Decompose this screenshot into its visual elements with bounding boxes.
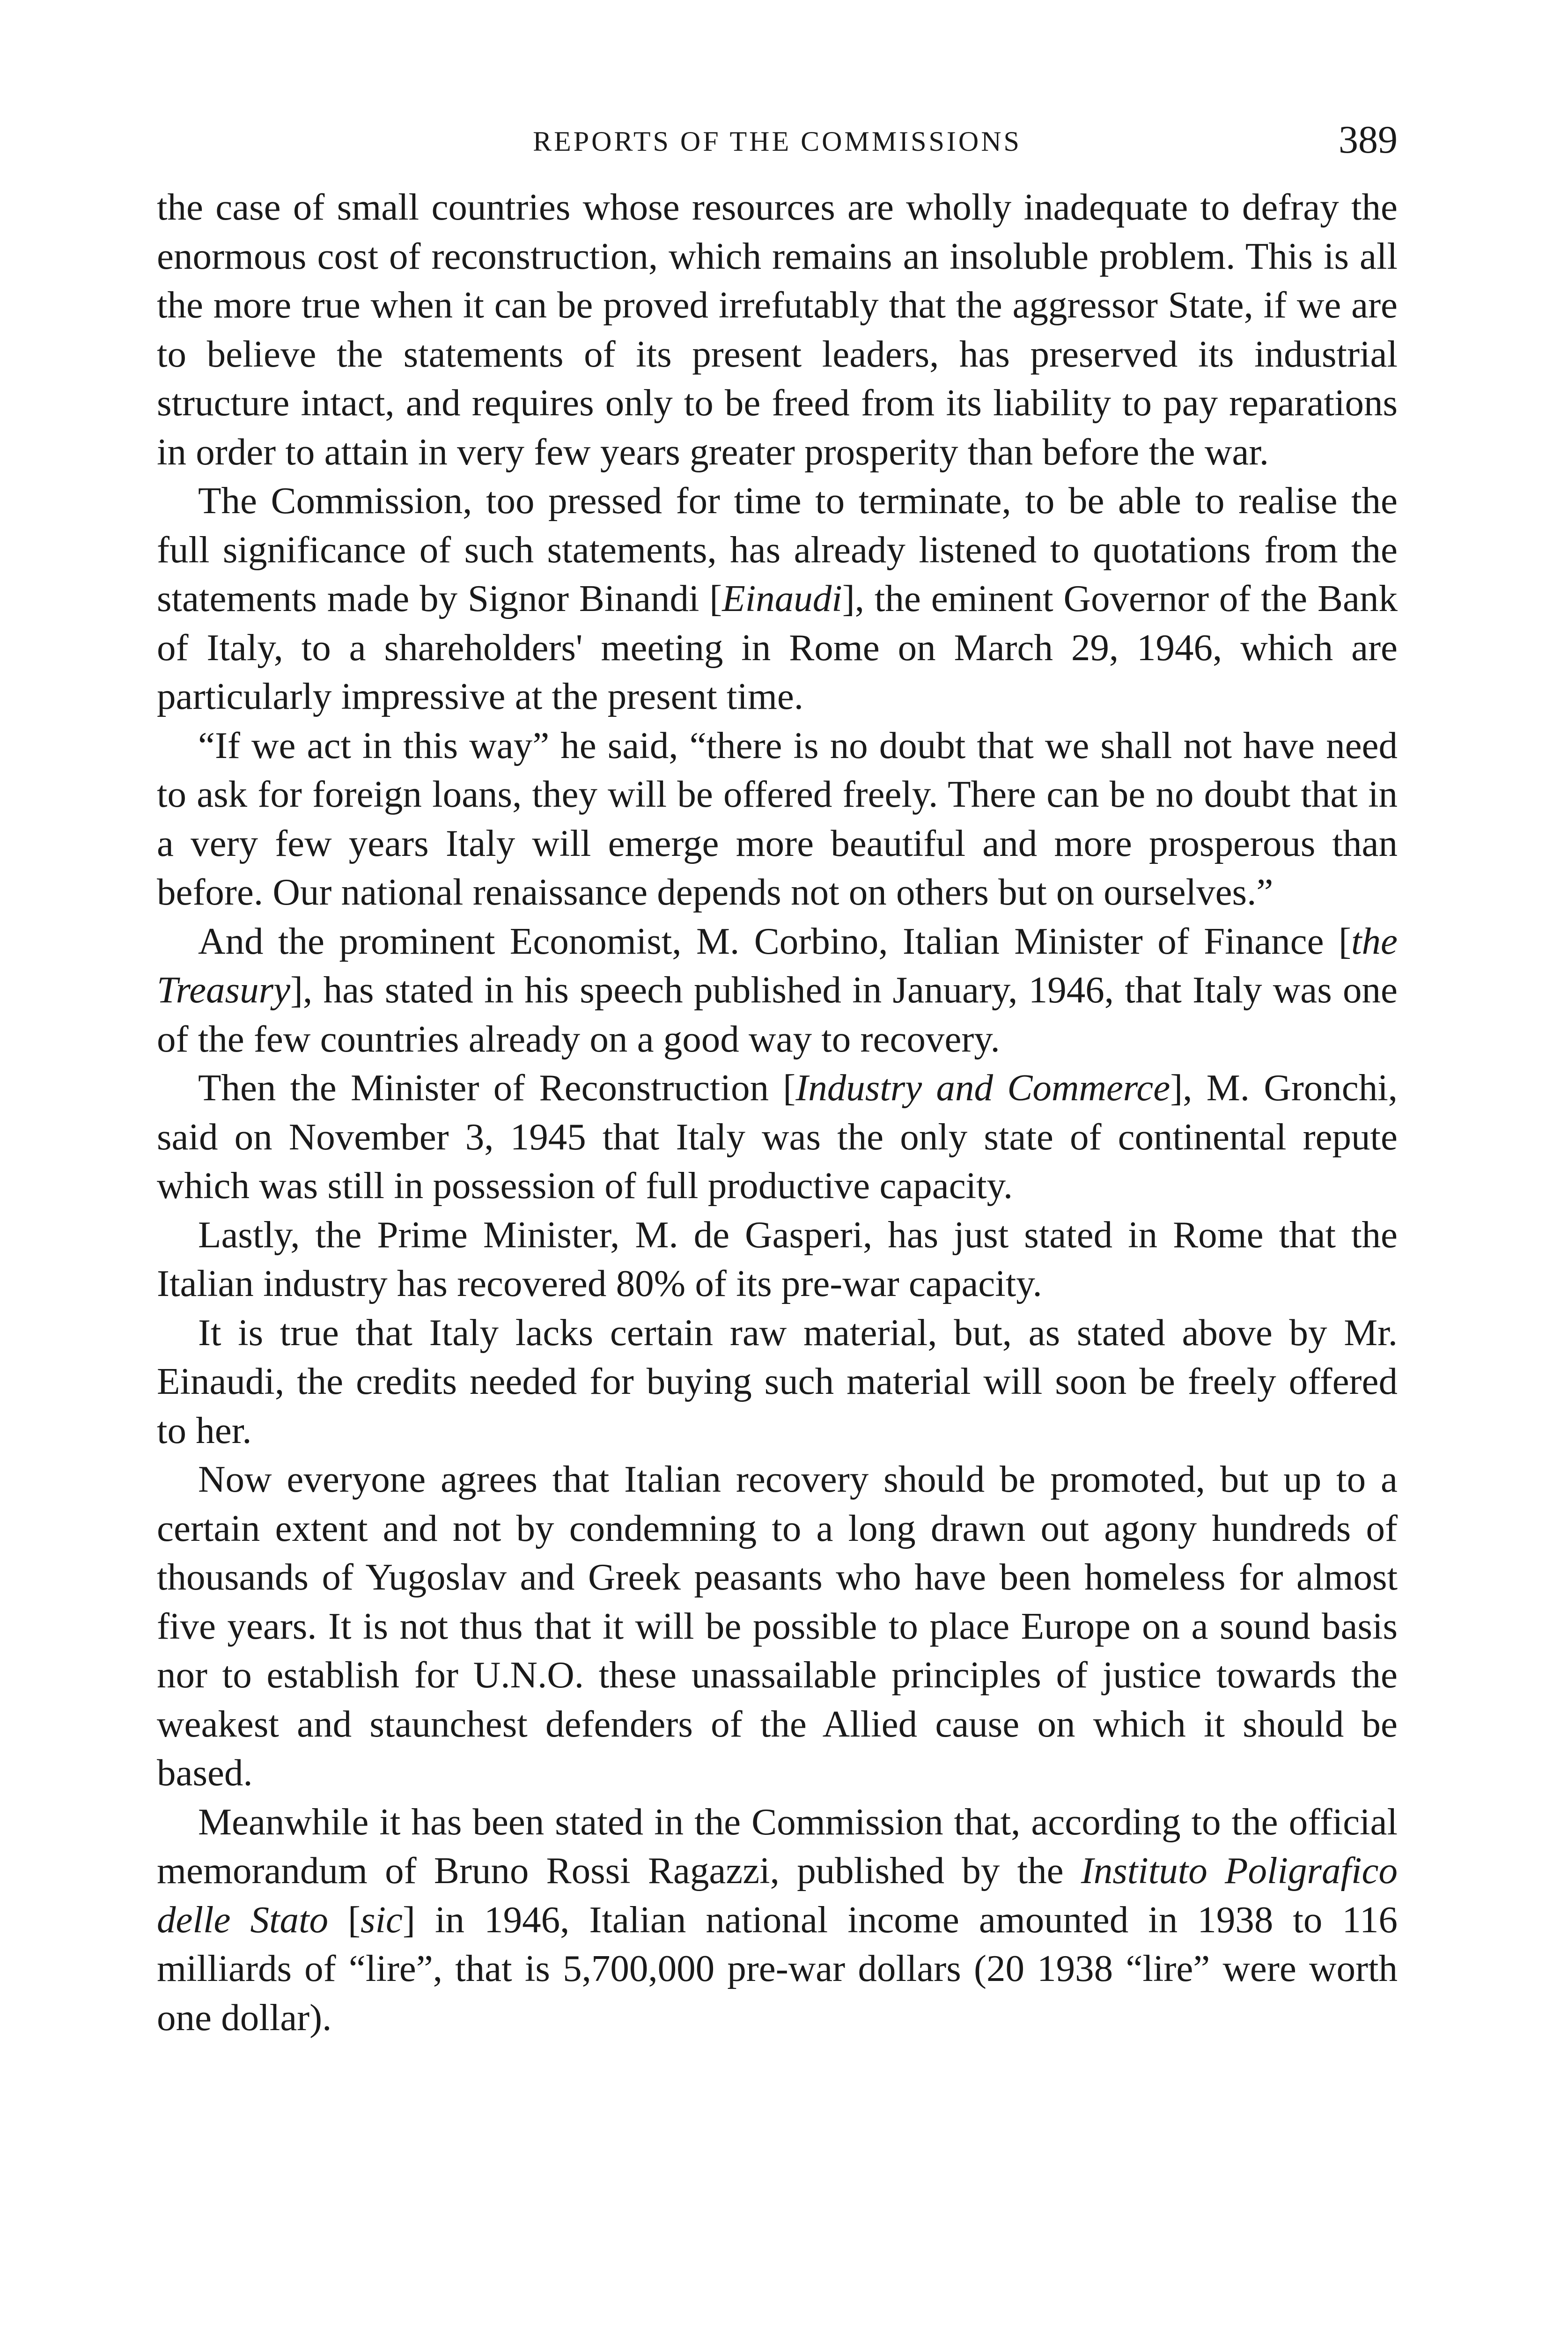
text-run: [	[328, 1898, 361, 1941]
text-run: ], M. Gronchi, said on November 3, 1945 that Italy was the only state of continental repute which was still in possession of full productive capacity.	[157, 1067, 1398, 1207]
body-text	[157, 183, 1398, 2042]
editorial-sic: sic	[361, 1898, 403, 1941]
paragraph-continued: the case of small countries whose resources are wholly inadequate to defray the enormous cost of reconstruction, which remains an insoluble problem. This is all the more true when it can be proved irrefutably that the aggressor State, if we are to believe the statements of its present leaders, has preserved its industrial structure intact, and requires only to be freed from its liability to pay reparations in order to attain in very few years greater prosperity than before the war.	[157, 186, 1398, 473]
text-run: Meanwhile it has been stated in the Commission that, according to the official memorandum of Bruno Rossi Ragazzi, published by the	[157, 1800, 1398, 1892]
text-run: And the prominent Economist, M. Corbino, Italian Minister of Finance [	[198, 920, 1352, 962]
paragraph-national-income	[157, 1797, 1398, 2042]
book-page	[157, 117, 1398, 2042]
text-run: The Commission, too pressed for time to terminate, to be able to realise the full significance of such statements, has already listened to quotations from the statements made by Signor Binandi [	[157, 479, 1398, 619]
text-run: ] in 1946, Italian national income amounted in 1938 to 116 milliards of “lire”, that is 5,700,000 pre-war dollars (20 1938 “lire” were worth one dollar).	[157, 1898, 1398, 2039]
paragraph-corbino	[157, 917, 1398, 1064]
editorial-correction: Industry and Commerce	[795, 1067, 1170, 1109]
running-title: REPORTS OF THE COMMISSIONS	[533, 126, 1022, 157]
text-run: ], the eminent Governor of the Bank of Italy, to a shareholders' meeting in Rome on March 29, 1946, which are particularly impressive at the present time.	[157, 577, 1398, 717]
running-head	[157, 117, 1398, 169]
paragraph-raw-material: It is true that Italy lacks certain raw material, but, as stated above by Mr. Einaudi, the credits needed for buying such material will soon be freely offered to her.	[157, 1311, 1398, 1451]
paragraph-recovery: Now everyone agrees that Italian recovery should be promoted, but up to a certain extent and not by condemning to a long drawn out agony hundreds of thousands of Yugoslav and Greek peasants who have been homeless for almost five years. It is not thus that it will be possible to place Europe on a sound basis nor to establish for U.N.O. these unassailable principles of justice towards the weakest and staunchest defenders of the Allied cause on which it should be based.	[157, 1458, 1398, 1794]
editorial-correction: the Treasury	[157, 920, 1398, 1011]
paragraph-gronchi	[157, 1063, 1398, 1210]
paragraph-commission-statements	[157, 476, 1398, 721]
page-number: 389	[1339, 118, 1398, 162]
text-run: ], has stated in his speech published in January, 1946, that Italy was one of the few countries already on a good way to recovery.	[157, 969, 1398, 1060]
text-run: Then the Minister of Reconstruction [	[198, 1067, 796, 1109]
editorial-correction: Einaudi	[722, 577, 842, 619]
paragraph-gasperi: Lastly, the Prime Minister, M. de Gasperi, has just stated in Rome that the Italian industry has recovered 80% of its pre-war capacity.	[157, 1213, 1398, 1304]
publisher-name: Instituto Poligrafico delle Stato	[157, 1849, 1398, 1941]
paragraph-quotation: “If we act in this way” he said, “there is no doubt that we shall not have need to ask for foreign loans, they will be offered freely. There can be no doubt that in a very few years Italy will emerge more beautiful and more prosperous than before. Our national renaissance depends not on others but on ourselves.”	[157, 724, 1398, 913]
